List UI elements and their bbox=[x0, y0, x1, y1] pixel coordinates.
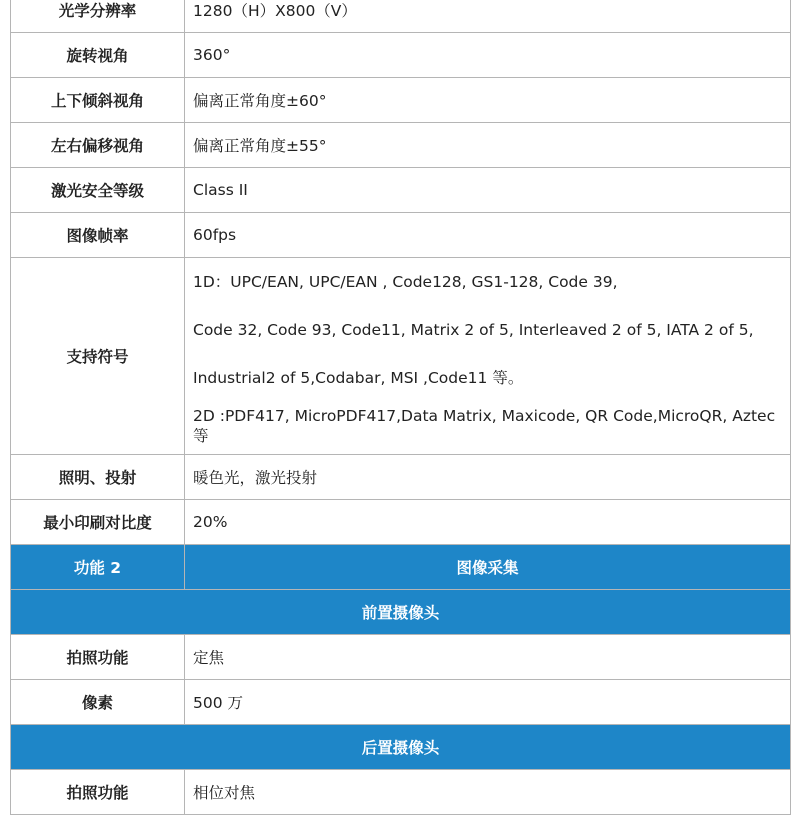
row-value: 60fps bbox=[185, 213, 791, 258]
table-row bbox=[11, 213, 791, 258]
row-label: 照明、投射 bbox=[11, 455, 185, 500]
table-row bbox=[11, 500, 791, 545]
table-row bbox=[11, 455, 791, 500]
row-label: 图像帧率 bbox=[11, 213, 185, 258]
row-value: 500 万 bbox=[185, 680, 791, 725]
symbols-line: Industrial2 of 5,Codabar, MSI ,Code11 等。 bbox=[193, 369, 524, 387]
row-label: 最小印刷对比度 bbox=[11, 500, 185, 545]
row-label: 像素 bbox=[11, 680, 185, 725]
row-value: 偏离正常角度±55° bbox=[185, 123, 791, 168]
section-title: 前置摄像头 bbox=[11, 590, 791, 635]
spec-table bbox=[10, 0, 791, 815]
front-camera-header bbox=[11, 590, 791, 635]
table-row bbox=[11, 680, 791, 725]
table-row bbox=[11, 123, 791, 168]
row-value: Class II bbox=[185, 168, 791, 213]
table-row bbox=[11, 168, 791, 213]
symbols-line: 1D：UPC/EAN, UPC/EAN , Code128, GS1-128, Code 39, bbox=[193, 273, 618, 291]
table-row-symbols bbox=[11, 258, 791, 455]
row-value: 定焦 bbox=[185, 635, 791, 680]
row-label: 拍照功能 bbox=[11, 635, 185, 680]
row-label: 上下倾斜视角 bbox=[11, 78, 185, 123]
row-value: 偏离正常角度±60° bbox=[185, 78, 791, 123]
row-label: 旋转视角 bbox=[11, 33, 185, 78]
row-label: 光学分辨率 bbox=[11, 0, 185, 33]
table-row bbox=[11, 635, 791, 680]
row-label: 左右偏移视角 bbox=[11, 123, 185, 168]
row-label: 激光安全等级 bbox=[11, 168, 185, 213]
table-row bbox=[11, 0, 791, 33]
table-row bbox=[11, 78, 791, 123]
function-header-row bbox=[11, 545, 791, 590]
symbols-line: Code 32, Code 93, Code11, Matrix 2 of 5, Interleaved 2 of 5, IATA 2 of 5, bbox=[193, 321, 754, 339]
table-row bbox=[11, 770, 791, 815]
rear-camera-header bbox=[11, 725, 791, 770]
row-value: 相位对焦 bbox=[185, 770, 791, 815]
symbols-list bbox=[185, 258, 791, 455]
function-label: 功能 2 bbox=[11, 545, 185, 590]
row-label: 拍照功能 bbox=[11, 770, 185, 815]
function-title: 图像采集 bbox=[185, 545, 791, 590]
row-value: 1280（H）X800（V） bbox=[185, 0, 791, 33]
row-value: 20% bbox=[185, 500, 791, 545]
row-label: 支持符号 bbox=[11, 258, 185, 455]
symbols-line: 2D :PDF417, MicroPDF417,Data Matrix, Maxicode, QR Code,MicroQR, Aztec 等 bbox=[193, 407, 776, 445]
row-value: 360° bbox=[185, 33, 791, 78]
row-value: 暖色光，激光投射 bbox=[185, 455, 791, 500]
table-row bbox=[11, 33, 791, 78]
section-title: 后置摄像头 bbox=[11, 725, 791, 770]
